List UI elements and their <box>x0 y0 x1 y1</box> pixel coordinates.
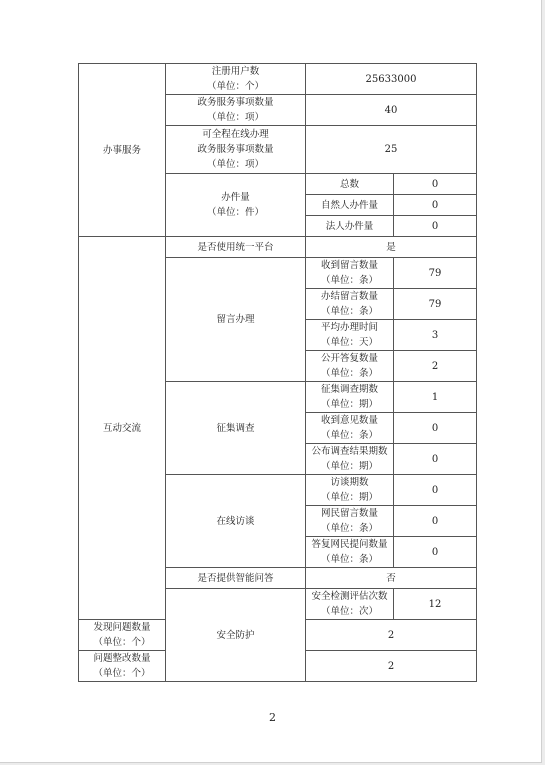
smart-qa-value: 否 <box>306 568 477 589</box>
cases-natural-value: 0 <box>394 195 477 216</box>
table-row <box>79 237 477 258</box>
messages-completed-value: 79 <box>394 289 477 320</box>
category-security: 安全防护 <box>166 589 306 682</box>
survey-results-label: 公布调查结果期数 （单位：期） <box>306 444 394 475</box>
survey-results-value: 0 <box>394 444 477 475</box>
interview-netizen-msgs-value: 0 <box>394 506 477 537</box>
messages-avg-time-label: 平均办理时间 （单位：天） <box>306 320 394 351</box>
cases-total-label: 总数 <box>306 174 394 195</box>
registered-users-value: 25633000 <box>306 64 477 95</box>
page-number: 2 <box>269 711 276 724</box>
interview-label: 在线访谈 <box>166 475 306 568</box>
messages-completed-label: 办结留言数量 （单位：条） <box>306 289 394 320</box>
survey-periods-label: 征集调查期数 （单位：期） <box>306 382 394 413</box>
service-items-label: 政务服务事项数量 （单位：项） <box>166 95 306 126</box>
registered-users-label: 注册用户数 （单位：个） <box>166 64 306 95</box>
cases-natural-label: 自然人办件量 <box>306 195 394 216</box>
survey-periods-value: 1 <box>394 382 477 413</box>
cases-label: 办件量 （单位：件） <box>166 174 306 237</box>
survey-label: 征集调查 <box>166 382 306 475</box>
unified-platform-label: 是否使用统一平台 <box>166 237 306 258</box>
unified-platform-value: 是 <box>306 237 477 258</box>
evaluations-label: 安全检测评估次数 （单位：次） <box>306 589 394 620</box>
table-row <box>79 64 477 95</box>
category-interaction: 互动交流 <box>79 237 166 620</box>
category-service: 办事服务 <box>79 64 166 237</box>
interview-netizen-msgs-label: 网民留言数量 （单位：条） <box>306 506 394 537</box>
smart-qa-label: 是否提供智能问答 <box>166 568 306 589</box>
messages-public-replies-label: 公开答复数量 （单位：条） <box>306 351 394 382</box>
interview-answered-label: 答复网民提问数量 （单位：条） <box>306 537 394 568</box>
evaluations-value: 12 <box>394 589 477 620</box>
interview-answered-value: 0 <box>394 537 477 568</box>
messages-label: 留言办理 <box>166 258 306 382</box>
online-items-value: 25 <box>306 126 477 174</box>
interview-periods-label: 访谈期数 （单位：期） <box>306 475 394 506</box>
service-items-value: 40 <box>306 95 477 126</box>
issues-found-label: 发现问题数量 （单位：个） <box>79 620 166 651</box>
cases-total-value: 0 <box>394 174 477 195</box>
issues-found-value: 2 <box>306 620 477 651</box>
cases-legal-label: 法人办件量 <box>306 216 394 237</box>
messages-received-value: 79 <box>394 258 477 289</box>
messages-public-replies-value: 2 <box>394 351 477 382</box>
cases-legal-value: 0 <box>394 216 477 237</box>
messages-avg-time-value: 3 <box>394 320 477 351</box>
interview-periods-value: 0 <box>394 475 477 506</box>
issues-fixed-value: 2 <box>306 651 477 682</box>
issues-fixed-label: 问题整改数量 （单位：个） <box>79 651 166 682</box>
statistics-table <box>78 63 477 682</box>
survey-opinions-value: 0 <box>394 413 477 444</box>
online-items-label: 可全程在线办理 政务服务事项数量 （单位：项） <box>166 126 306 174</box>
survey-opinions-label: 收到意见数量 （单位：条） <box>306 413 394 444</box>
messages-received-label: 收到留言数量 （单位：条） <box>306 258 394 289</box>
